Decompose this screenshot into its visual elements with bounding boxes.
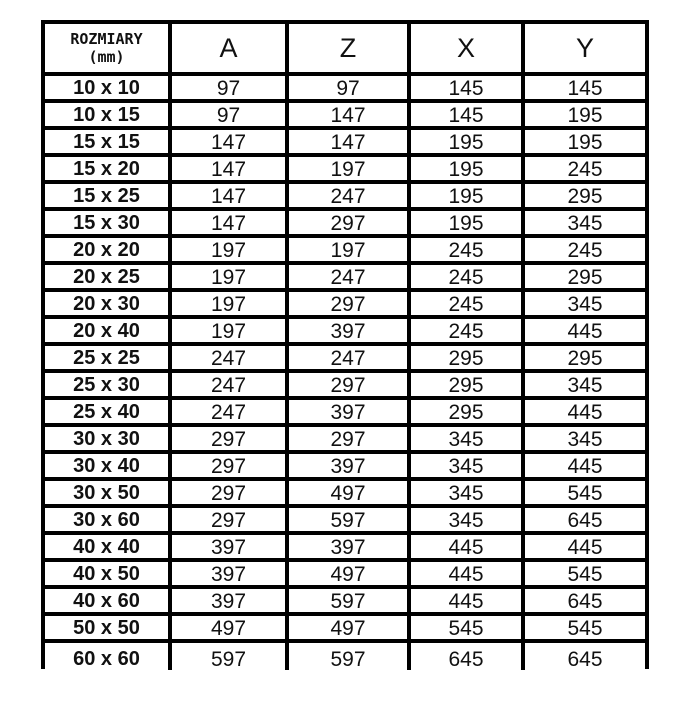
cell-y: 645 [525,589,645,616]
table-row [45,265,645,292]
cell-z: 497 [289,481,411,508]
cell-size: 30 x 60 [45,508,172,535]
cell-a: 247 [172,400,289,427]
cell-z: 397 [289,319,411,346]
cell-z: 297 [289,373,411,400]
cell-size: 20 x 40 [45,319,172,346]
table-row [45,76,645,103]
table-row [45,616,645,643]
cell-x: 145 [411,103,525,130]
cell-size: 15 x 25 [45,184,172,211]
table-row [45,184,645,211]
cell-y: 645 [525,643,645,670]
cell-z: 397 [289,454,411,481]
table-row [45,535,645,562]
header-size [45,24,172,76]
cell-a: 147 [172,157,289,184]
cell-size: 10 x 15 [45,103,172,130]
cell-x: 295 [411,346,525,373]
cell-a: 497 [172,616,289,643]
cell-y: 245 [525,157,645,184]
cell-z: 297 [289,211,411,238]
cell-a: 247 [172,346,289,373]
cell-a: 147 [172,184,289,211]
cell-x: 195 [411,184,525,211]
size-table [45,24,645,670]
cell-x: 445 [411,535,525,562]
cell-x: 145 [411,76,525,103]
cell-size: 15 x 30 [45,211,172,238]
cell-a: 197 [172,238,289,265]
cell-a: 197 [172,319,289,346]
cell-x: 645 [411,643,525,670]
cell-size: 25 x 40 [45,400,172,427]
cell-y: 645 [525,508,645,535]
cell-z: 597 [289,589,411,616]
cell-size: 25 x 25 [45,346,172,373]
cell-z: 147 [289,103,411,130]
cell-size: 25 x 30 [45,373,172,400]
cell-z: 147 [289,130,411,157]
cell-y: 545 [525,616,645,643]
cell-a: 297 [172,481,289,508]
cell-z: 397 [289,535,411,562]
size-table-frame [41,20,649,669]
cell-size: 30 x 50 [45,481,172,508]
cell-z: 247 [289,265,411,292]
cell-x: 195 [411,211,525,238]
cell-y: 195 [525,130,645,157]
cell-a: 297 [172,427,289,454]
cell-x: 245 [411,319,525,346]
cell-a: 197 [172,265,289,292]
table-header-row [45,24,645,76]
cell-z: 397 [289,400,411,427]
cell-y: 295 [525,346,645,373]
table-row [45,400,645,427]
cell-size: 20 x 30 [45,292,172,319]
table-row [45,319,645,346]
cell-y: 445 [525,400,645,427]
cell-x: 345 [411,508,525,535]
table-row [45,130,645,157]
cell-a: 147 [172,130,289,157]
cell-size: 15 x 20 [45,157,172,184]
cell-x: 195 [411,130,525,157]
table-row [45,643,645,670]
cell-x: 245 [411,238,525,265]
cell-x: 245 [411,292,525,319]
cell-y: 345 [525,427,645,454]
cell-size: 30 x 30 [45,427,172,454]
table-row [45,589,645,616]
cell-a: 297 [172,508,289,535]
cell-x: 295 [411,400,525,427]
cell-size: 40 x 60 [45,589,172,616]
header-x: X [411,24,525,76]
cell-z: 247 [289,184,411,211]
table-row [45,481,645,508]
cell-y: 295 [525,184,645,211]
cell-x: 195 [411,157,525,184]
table-row [45,103,645,130]
cell-x: 345 [411,481,525,508]
cell-z: 497 [289,616,411,643]
cell-x: 445 [411,589,525,616]
header-a: A [172,24,289,76]
table-row [45,454,645,481]
table-row [45,427,645,454]
cell-y: 295 [525,265,645,292]
cell-size: 50 x 50 [45,616,172,643]
cell-size: 20 x 25 [45,265,172,292]
cell-y: 545 [525,481,645,508]
cell-a: 597 [172,643,289,670]
cell-size: 40 x 40 [45,535,172,562]
table-row [45,292,645,319]
cell-z: 297 [289,292,411,319]
cell-y: 445 [525,454,645,481]
table-row [45,373,645,400]
table-row [45,508,645,535]
cell-z: 597 [289,508,411,535]
cell-y: 445 [525,535,645,562]
table-row [45,157,645,184]
table-row [45,211,645,238]
cell-x: 345 [411,454,525,481]
table-row [45,346,645,373]
cell-z: 297 [289,427,411,454]
cell-a: 397 [172,535,289,562]
cell-size: 10 x 10 [45,76,172,103]
cell-z: 97 [289,76,411,103]
cell-y: 195 [525,103,645,130]
table-body [45,76,645,670]
cell-size: 15 x 15 [45,130,172,157]
cell-y: 345 [525,292,645,319]
cell-a: 197 [172,292,289,319]
cell-a: 147 [172,211,289,238]
cell-z: 197 [289,157,411,184]
header-z: Z [289,24,411,76]
cell-z: 497 [289,562,411,589]
cell-y: 245 [525,238,645,265]
cell-y: 345 [525,211,645,238]
cell-a: 247 [172,373,289,400]
cell-size: 20 x 20 [45,238,172,265]
cell-y: 345 [525,373,645,400]
cell-x: 295 [411,373,525,400]
cell-z: 197 [289,238,411,265]
cell-y: 145 [525,76,645,103]
table-row [45,238,645,265]
cell-a: 97 [172,103,289,130]
header-size-unit: (mm) [88,48,125,66]
cell-y: 445 [525,319,645,346]
table-row [45,562,645,589]
cell-z: 247 [289,346,411,373]
cell-x: 345 [411,427,525,454]
cell-x: 545 [411,616,525,643]
cell-a: 297 [172,454,289,481]
cell-a: 397 [172,589,289,616]
header-size-label: ROZMIARY [70,30,143,48]
header-y: Y [525,24,645,76]
cell-size: 30 x 40 [45,454,172,481]
cell-x: 245 [411,265,525,292]
cell-z: 597 [289,643,411,670]
cell-size: 60 x 60 [45,643,172,670]
cell-a: 397 [172,562,289,589]
cell-size: 40 x 50 [45,562,172,589]
cell-x: 445 [411,562,525,589]
cell-a: 97 [172,76,289,103]
cell-y: 545 [525,562,645,589]
